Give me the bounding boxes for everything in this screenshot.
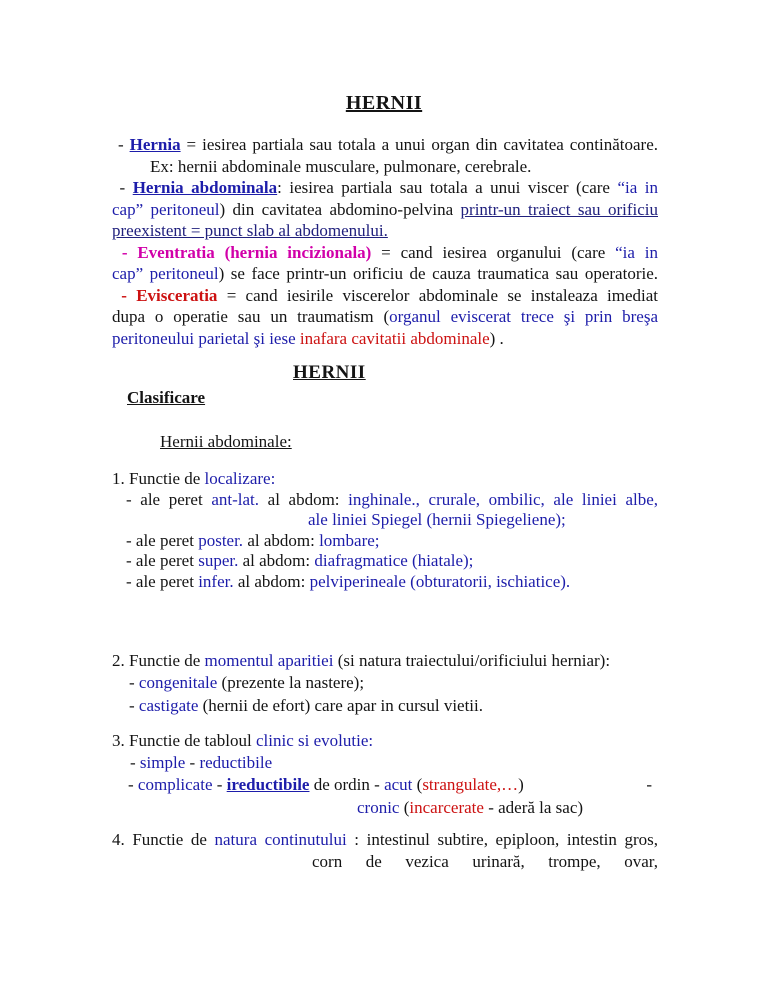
text-line bbox=[112, 695, 658, 717]
text-segment: = iesirea partiala sau totala a unui organ din cavitatea continătoare. bbox=[180, 135, 659, 154]
text-segment: organul eviscerat trece şi prin breşa bbox=[389, 307, 658, 326]
section-title-hernii-text: HERNII bbox=[293, 362, 366, 383]
text-segment: ale liniei Spiegel (hernii Spiegeliene); bbox=[308, 510, 566, 529]
text-line bbox=[112, 328, 658, 350]
text-segment: ) din cavitatea abdomino-pelvina bbox=[219, 199, 461, 219]
text-segment: diafragmatice (hiatale); bbox=[314, 551, 474, 570]
text-segment: - aderă la sac) bbox=[483, 797, 584, 817]
text-line bbox=[112, 752, 658, 774]
text-segment: al abdom: bbox=[233, 571, 310, 591]
text-segment: - ale peret bbox=[126, 489, 212, 509]
text-line bbox=[112, 199, 658, 221]
text-line bbox=[112, 285, 658, 307]
text-segment: ) se face printr-un orificiu de cauza traumatica sau operatorie. bbox=[218, 264, 658, 283]
text-segment: Ex: hernii abdominale musculare, pulmonare, cerebrale. bbox=[150, 156, 532, 176]
text-line bbox=[112, 672, 658, 694]
text-segment: - ale peret bbox=[126, 551, 199, 570]
text-segment: - ale peret bbox=[126, 571, 199, 591]
text-segment: - bbox=[130, 753, 140, 773]
text-segment: printr-un traiect sau orificiu bbox=[460, 199, 658, 219]
text-segment: (hernii de efort) care apar in cursul vietii. bbox=[198, 695, 484, 715]
text-line bbox=[112, 572, 658, 593]
heading-clasificare bbox=[0, 387, 768, 409]
text-line bbox=[112, 490, 658, 511]
text-segment: momentul aparitiei bbox=[204, 651, 334, 670]
text-segment: cronic bbox=[357, 797, 400, 817]
text-segment: pelviperineale (obturatorii, ischiatice). bbox=[309, 571, 571, 591]
text-segment: reductibile bbox=[199, 753, 273, 773]
text-segment: - bbox=[128, 775, 138, 795]
text-segment: - bbox=[129, 695, 139, 715]
text-segment: (prezente la nastere); bbox=[217, 673, 365, 693]
text-line bbox=[112, 242, 658, 264]
text-segment: inghinale., crurale, ombilic, ale liniei albe, bbox=[348, 489, 659, 509]
text-segment: ant-lat. bbox=[211, 489, 260, 509]
text-segment: congenitale bbox=[138, 673, 218, 693]
text-segment: Hernia bbox=[129, 135, 181, 154]
text-segment: castigate bbox=[138, 695, 199, 715]
text-segment: - ale peret bbox=[126, 530, 199, 550]
text-segment: 1. Functie de bbox=[112, 469, 205, 488]
text-segment: peritoneului parietal şi iese bbox=[112, 328, 300, 348]
text-segment: ( bbox=[412, 775, 423, 795]
text-line bbox=[112, 650, 658, 672]
text-line bbox=[112, 156, 658, 178]
text-segment: - bbox=[212, 775, 227, 795]
text-segment: (si natura traiectului/orificiului herniar): bbox=[333, 651, 611, 670]
heading-hernii-abdominale bbox=[0, 431, 768, 453]
text-segment: al abdom: bbox=[238, 551, 315, 570]
heading-hernii-abdominale-text: Hernii abdominale: bbox=[160, 432, 292, 451]
text-segment: acut bbox=[384, 775, 413, 795]
text-line bbox=[112, 531, 658, 552]
text-segment: de ordin - bbox=[309, 775, 385, 795]
text-line bbox=[112, 774, 658, 796]
text-segment: 4. Functie de bbox=[112, 830, 215, 850]
text-segment: complicate bbox=[137, 775, 213, 795]
text-segment: ) bbox=[518, 775, 524, 795]
text-segment: inafara cavitatii abdominale bbox=[299, 328, 490, 348]
text-segment: = cand iesirea organului (care bbox=[371, 242, 616, 262]
text-segment: - bbox=[129, 673, 139, 693]
text-segment: preexistent = punct slab al abdomenului. bbox=[112, 221, 388, 240]
text-line bbox=[112, 551, 658, 572]
text-segment: “ia in bbox=[617, 178, 659, 197]
text-line bbox=[112, 263, 658, 285]
document-title bbox=[0, 90, 768, 116]
text-line bbox=[112, 851, 658, 873]
text-segment: Hernia abdominala bbox=[132, 178, 278, 197]
text-segment: cap” peritoneul bbox=[112, 199, 220, 219]
text-segment: - Eventratia (hernia incizionala) bbox=[112, 242, 372, 262]
text-segment: 2. Functie de bbox=[112, 651, 205, 670]
text-segment: al abdom: bbox=[259, 489, 349, 509]
text-segment: cap” peritoneul bbox=[112, 264, 219, 283]
classification-section-4 bbox=[0, 829, 768, 873]
text-line bbox=[112, 134, 658, 156]
heading-clasificare-text: Clasificare bbox=[127, 388, 206, 407]
definitions-paragraph bbox=[0, 134, 768, 349]
classification-section-1 bbox=[0, 469, 768, 592]
text-segment: ( bbox=[399, 797, 410, 817]
text-segment: strangulate,… bbox=[422, 775, 519, 795]
section-title-hernii bbox=[0, 361, 768, 385]
text-segment: lombare; bbox=[319, 530, 380, 550]
text-line bbox=[112, 469, 658, 490]
text-line bbox=[112, 797, 658, 819]
text-line bbox=[112, 220, 658, 242]
text-segment: : iesirea partiala sau totala a unui viscer (care bbox=[277, 178, 618, 197]
text-segment: poster. bbox=[198, 530, 244, 550]
text-segment: localizare: bbox=[204, 469, 276, 488]
text-line bbox=[112, 829, 658, 851]
text-segment: corn de vezica urinară, trompe, ovar, bbox=[312, 852, 658, 872]
text-segment: - bbox=[112, 135, 130, 154]
text-segment: al abdom: bbox=[243, 530, 320, 550]
text-line bbox=[112, 510, 658, 531]
text-segment: incarcerate bbox=[409, 797, 484, 817]
text-line bbox=[112, 306, 658, 328]
text-segment: ) . bbox=[489, 328, 504, 348]
classification-section-2 bbox=[0, 650, 768, 717]
text-segment: - bbox=[646, 775, 652, 795]
text-segment: super. bbox=[198, 551, 239, 570]
text-segment: dupa o operatie sau un traumatism ( bbox=[112, 307, 390, 326]
text-segment: infer. bbox=[198, 571, 234, 591]
text-line bbox=[112, 730, 658, 752]
text-segment: 3. Functie de tabloul bbox=[112, 730, 257, 750]
text-segment: clinic si evolutie: bbox=[256, 730, 374, 750]
text-segment: = cand iesirile viscerelor abdominale se instaleaza imediat bbox=[217, 285, 659, 305]
text-segment: - Evisceratia bbox=[112, 285, 218, 305]
text-segment: “ia in bbox=[615, 242, 659, 262]
text-segment: natura continutului bbox=[214, 830, 347, 850]
text-segment: ireductibile bbox=[226, 775, 310, 795]
text-line bbox=[112, 177, 658, 199]
classification-section-3 bbox=[0, 730, 768, 819]
text-segment: - bbox=[112, 178, 133, 197]
text-segment: simple bbox=[139, 753, 186, 773]
text-segment: : intestinul subtire, epiploon, intestin gros, bbox=[346, 830, 659, 850]
text-segment: - bbox=[185, 753, 200, 773]
document-title-text: HERNII bbox=[345, 92, 423, 114]
